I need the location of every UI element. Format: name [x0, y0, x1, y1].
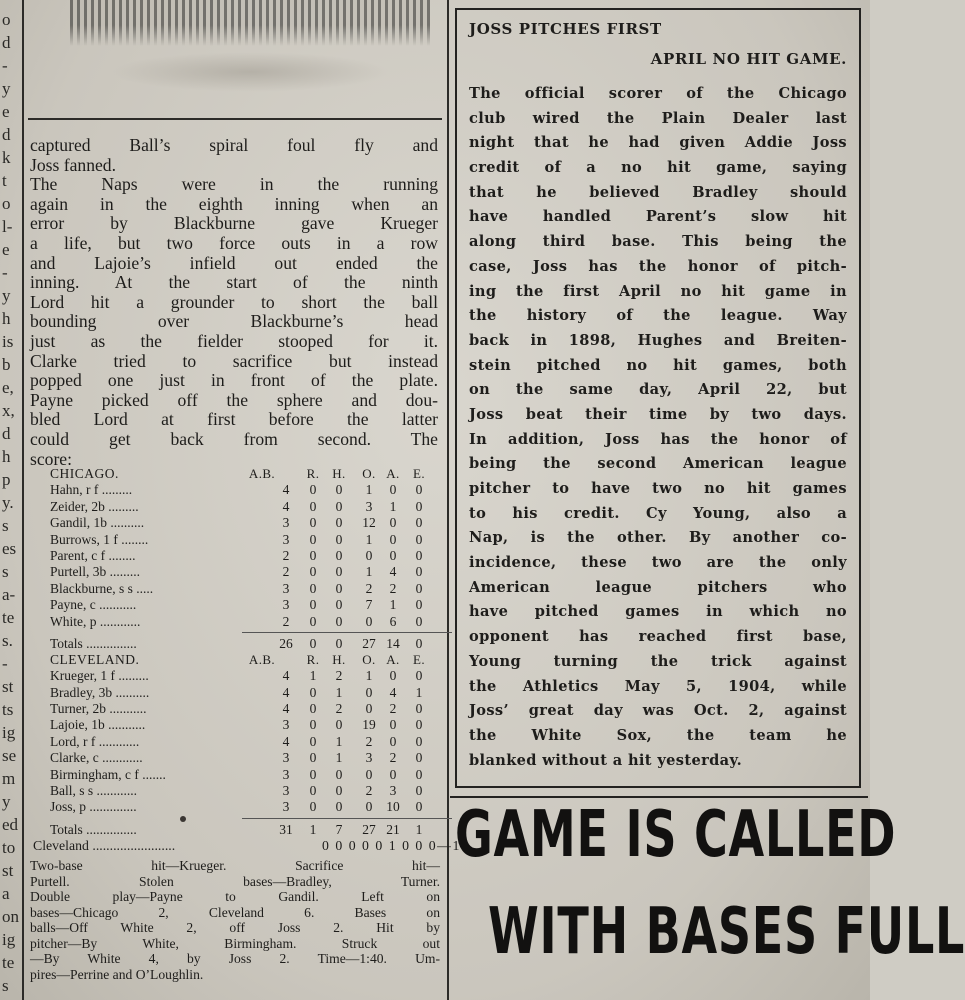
totals-stat: 1	[309, 821, 317, 837]
gutter-fragment: s	[2, 562, 9, 581]
player-stat: 0	[335, 482, 343, 498]
player-stat: 0	[389, 531, 397, 547]
gutter-fragment: l-	[2, 217, 13, 236]
player-stat: 2	[365, 733, 373, 749]
totals-stat: 21	[386, 821, 400, 837]
player-stat: 2	[365, 783, 373, 799]
gutter-fragment: ig	[2, 723, 16, 742]
team-name: CLEVELAND.	[50, 651, 140, 667]
faded-caption	[110, 52, 390, 92]
player-row	[30, 701, 442, 717]
sidebar-line: being the second American league	[469, 455, 847, 473]
summary-line: bases—Chicago 2, Cleveland 6. Bases on	[30, 904, 440, 920]
player-stat: 0	[415, 515, 423, 531]
column-header: A.	[386, 651, 400, 667]
player-name: Burrows, 1 f ........	[50, 531, 149, 547]
player-row	[30, 548, 442, 564]
player-stat: 2	[335, 668, 343, 684]
player-stat: 4	[282, 684, 290, 700]
sidebar-line: case, Joss has the honor of pitch-	[469, 257, 847, 275]
sidebar-line: credit of a no hit game, saying	[469, 159, 847, 177]
player-stat: 0	[415, 733, 423, 749]
player-name: Gandil, 1b ..........	[50, 515, 145, 531]
totals-stat: 26	[279, 635, 293, 651]
sidebar-line: pitcher to have two no hit games	[469, 480, 847, 497]
player-row	[30, 734, 442, 750]
player-name: Birmingham, c f .......	[50, 766, 166, 782]
player-stat: 3	[282, 750, 290, 766]
gutter-fragment: -	[2, 654, 8, 673]
player-stat: 1	[415, 684, 423, 700]
gutter-fragment: d	[2, 424, 11, 443]
sidebar-kicker-2: APRIL NO HIT GAME.	[650, 50, 847, 68]
summary-line: pires—Perrine and O’Loughlin.	[30, 966, 204, 982]
player-stat: 2	[389, 701, 397, 717]
story-line: bounding over Blackburne’s head	[30, 311, 438, 332]
sidebar-line: Joss’ great day was Oct. 2, against	[469, 702, 847, 720]
player-stat: 0	[309, 564, 317, 580]
summary-line: Purtell. Stolen bases—Bradley, Turner.	[30, 873, 440, 889]
gutter-fragment: st	[2, 861, 14, 880]
player-stat: 0	[309, 613, 317, 629]
player-stat: 0	[335, 717, 343, 733]
column-header: O.	[362, 466, 376, 481]
player-stat: 0	[389, 515, 397, 531]
player-stat: 3	[282, 580, 290, 596]
player-row	[30, 499, 442, 515]
player-stat: 2	[335, 701, 343, 717]
player-row	[30, 668, 442, 684]
totals-label: Totals ...............	[50, 821, 137, 837]
player-stat: 0	[309, 701, 317, 717]
totals-divider	[242, 818, 452, 819]
player-stat: 0	[389, 766, 397, 782]
sidebar-line: Nap, is the other. By another co-	[469, 529, 847, 547]
player-stat: 0	[335, 498, 343, 514]
player-stat: 0	[309, 547, 317, 563]
player-stat: 4	[282, 498, 290, 514]
gutter-fragment: to	[2, 838, 16, 857]
player-stat: 2	[365, 580, 373, 596]
player-name: Zeider, 2b .........	[50, 498, 139, 514]
story-line: could get back from second. The	[30, 428, 438, 449]
player-stat: 1	[365, 564, 373, 580]
column-header: A.B.	[248, 651, 276, 667]
player-stat: 0	[389, 547, 397, 563]
sidebar-line: to his credit. Cy Young, also a	[469, 504, 847, 522]
player-stat: 3	[282, 783, 290, 799]
gutter-fragment: es	[2, 539, 17, 558]
player-stat: 3	[282, 515, 290, 531]
totals-stat: 14	[386, 635, 400, 651]
player-stat: 1	[389, 597, 397, 613]
player-stat: 0	[309, 531, 317, 547]
player-stat: 0	[335, 613, 343, 629]
totals-divider	[242, 632, 452, 633]
player-stat: 0	[309, 580, 317, 596]
player-name: Krueger, 1 f .........	[50, 668, 149, 684]
sidebar-line: Joss beat their time by two days.	[469, 405, 847, 423]
story-line: score:	[30, 448, 73, 469]
player-stat: 3	[282, 717, 290, 733]
halftone-photo-fragment	[70, 0, 430, 46]
player-stat: 0	[365, 684, 373, 700]
column-header: A.B.	[248, 466, 276, 481]
player-stat: 4	[282, 668, 290, 684]
summary-line: Double play—Payne to Gandil. Left on	[30, 889, 440, 904]
sidebar-line: that he believed Bradley should	[469, 183, 847, 201]
player-stat: 1	[309, 668, 317, 684]
player-stat: 7	[365, 597, 373, 613]
gutter-fragment: d	[2, 125, 11, 144]
sidebar-article-body	[469, 82, 847, 773]
totals-row	[30, 630, 442, 652]
box-score-header	[30, 652, 442, 668]
player-stat: 12	[362, 515, 376, 531]
gutter-fragment: o	[2, 194, 11, 213]
story-line: and Lajoie’s infield out ended the	[30, 252, 438, 273]
player-stat: 3	[282, 597, 290, 613]
game-story	[30, 136, 438, 469]
column-header: O.	[362, 651, 376, 667]
player-stat: 0	[309, 515, 317, 531]
story-line: Joss fanned.	[30, 154, 117, 175]
gutter-fragment: te	[2, 608, 15, 627]
player-stat: 0	[389, 717, 397, 733]
player-stat: 4	[389, 564, 397, 580]
gutter-fragment: a-	[2, 585, 16, 604]
gutter-fragment: o	[2, 10, 11, 29]
player-stat: 0	[415, 531, 423, 547]
story-line: Clarke tried to sacrifice but instead	[30, 350, 438, 371]
player-name: Hahn, r f .........	[50, 482, 133, 498]
player-stat: 3	[365, 750, 373, 766]
ink-spot	[180, 816, 186, 822]
gutter-fragment: y	[2, 79, 11, 98]
player-stat: 4	[282, 701, 290, 717]
player-stat: 0	[415, 482, 423, 498]
gutter-fragment: s.	[2, 631, 13, 650]
player-stat: 1	[365, 482, 373, 498]
player-stat: 2	[389, 750, 397, 766]
sidebar-line: In addition, Joss has the honor of	[469, 430, 847, 448]
sidebar-line: have handled Parent’s slow hit	[469, 208, 847, 226]
sidebar-line: the history of the league. Way	[469, 307, 847, 325]
player-row	[30, 532, 442, 548]
player-stat: 0	[365, 547, 373, 563]
gutter-fragment: -	[2, 263, 8, 282]
story-line: just as the fielder stooped for it.	[30, 330, 438, 351]
gutter-fragment: ig	[2, 930, 16, 949]
player-row	[30, 767, 442, 783]
headline-line-1: GAME IS CALLED	[455, 798, 897, 872]
player-stat: 1	[335, 684, 343, 700]
totals-stat: 27	[362, 821, 376, 837]
sidebar-line: American league pitchers who	[469, 578, 847, 596]
player-row	[30, 482, 442, 498]
gutter-fragment: d	[2, 33, 11, 52]
player-stat: 0	[415, 799, 423, 815]
player-stat: 0	[309, 799, 317, 815]
player-stat: 0	[415, 750, 423, 766]
player-stat: 0	[415, 668, 423, 684]
player-stat: 0	[365, 701, 373, 717]
gutter-fragment: st	[2, 677, 14, 696]
gutter-fragment: -	[2, 56, 8, 75]
player-stat: 2	[282, 564, 290, 580]
sidebar-line: have pitched games in which no	[469, 603, 847, 621]
gutter-fragment: se	[2, 746, 17, 765]
sidebar-line: blanked without a hit yesterday.	[469, 751, 743, 769]
sidebar-article-box	[455, 8, 861, 788]
player-row	[30, 783, 442, 799]
box-score-header	[30, 466, 442, 482]
line-score-values: 0 0 0 0 0 1 0 0 0—1	[322, 838, 461, 853]
player-stat: 0	[389, 733, 397, 749]
player-row	[30, 685, 442, 701]
player-stat: 0	[309, 766, 317, 782]
player-stat: 0	[335, 515, 343, 531]
column-header: H.	[332, 651, 346, 667]
story-line: inning. At the start of the ninth	[30, 272, 438, 293]
player-stat: 0	[335, 547, 343, 563]
player-name: Purtell, 3b .........	[50, 564, 140, 580]
player-stat: 4	[282, 482, 290, 498]
player-stat: 0	[415, 783, 423, 799]
totals-stat: 27	[362, 635, 376, 651]
player-stat: 0	[309, 597, 317, 613]
player-name: Lajoie, 1b ...........	[50, 717, 146, 733]
player-name: Joss, p ..............	[50, 799, 137, 815]
player-stat: 0	[335, 564, 343, 580]
player-name: Blackburne, s s .....	[50, 580, 154, 596]
gutter-fragment: h	[2, 309, 11, 328]
player-stat: 0	[389, 482, 397, 498]
sidebar-line: on the same day, April 22, but	[469, 381, 847, 399]
player-name: Bradley, 3b ..........	[50, 684, 150, 700]
player-name: Turner, 2b ...........	[50, 701, 147, 717]
player-stat: 3	[282, 766, 290, 782]
player-row	[30, 614, 442, 630]
player-stat: 0	[335, 597, 343, 613]
column-header: H.	[332, 466, 346, 481]
player-stat: 0	[415, 564, 423, 580]
sidebar-line: back in 1898, Hughes and Breiten-	[469, 331, 847, 349]
totals-stat: 0	[335, 635, 343, 651]
gutter-fragment: m	[2, 769, 16, 788]
summary-line: balls—Off White 2, off Joss 2. Hit by	[30, 920, 440, 935]
gutter-fragment: x,	[2, 401, 15, 420]
player-stat: 0	[335, 580, 343, 596]
totals-stat: 1	[415, 821, 423, 837]
player-row	[30, 799, 442, 815]
player-stat: 0	[335, 783, 343, 799]
sidebar-line: The official scorer of the Chicago	[469, 85, 847, 102]
player-row	[30, 581, 442, 597]
player-stat: 0	[309, 733, 317, 749]
player-stat: 0	[415, 547, 423, 563]
player-name: Payne, c ...........	[50, 597, 137, 613]
player-stat: 3	[389, 783, 397, 799]
player-name: Clarke, c ............	[50, 750, 143, 766]
story-line: popped one just in front of the plate.	[30, 370, 438, 391]
player-stat: 4	[389, 684, 397, 700]
player-stat: 2	[389, 580, 397, 596]
sidebar-line: stein pitched no hit games, both	[469, 356, 847, 374]
player-stat: 0	[309, 482, 317, 498]
player-stat: 0	[415, 597, 423, 613]
player-stat: 0	[415, 717, 423, 733]
sidebar-line: opponent has reached first base,	[469, 628, 847, 646]
player-name: Ball, s s ............	[50, 783, 138, 799]
sidebar-line: night that he had given Addie Joss	[469, 134, 847, 152]
player-name: Parent, c f ........	[50, 547, 136, 563]
sidebar-line: club wired the Plain Dealer last	[469, 109, 847, 127]
player-stat: 1	[335, 733, 343, 749]
sidebar-line: the White Sox, the team he	[469, 726, 847, 744]
player-stat: 0	[309, 717, 317, 733]
player-stat: 0	[365, 766, 373, 782]
player-stat: 10	[386, 799, 400, 815]
team-name: CHICAGO.	[50, 466, 119, 481]
sidebar-line: Young turning the trick against	[469, 652, 847, 670]
player-stat: 0	[415, 766, 423, 782]
player-stat: 0	[309, 783, 317, 799]
column-rule-left	[22, 0, 24, 1000]
story-line: The Naps were in the running	[30, 174, 438, 195]
player-stat: 0	[335, 766, 343, 782]
sidebar-line: incidence, these two are the only	[469, 554, 847, 572]
gutter-fragment: s	[2, 516, 9, 535]
totals-row	[30, 816, 442, 838]
player-stat: 1	[365, 668, 373, 684]
player-row	[30, 750, 442, 766]
player-stat: 6	[389, 613, 397, 629]
player-stat: 0	[309, 750, 317, 766]
summary-line: —By White 4, by Joss 2. Time—1:40. Um-	[30, 951, 440, 966]
story-line: Payne picked off the sphere and dou-	[30, 389, 438, 410]
summary-line: Two-base hit—Krueger. Sacrifice hit—	[30, 858, 440, 873]
player-stat: 1	[389, 498, 397, 514]
player-stat: 1	[335, 750, 343, 766]
gutter-fragment: b	[2, 355, 11, 374]
gutter-fragment: y.	[2, 493, 14, 512]
gutter-fragment: y	[2, 792, 11, 811]
gutter-fragment: s	[2, 976, 9, 995]
gutter-fragment: e	[2, 240, 10, 259]
player-stat: 0	[415, 613, 423, 629]
player-row	[30, 564, 442, 580]
sidebar-line: the Athletics May 5, 1904, while	[469, 677, 847, 695]
player-stat: 0	[415, 580, 423, 596]
totals-stat: 7	[335, 821, 343, 837]
story-line: bled Lord at first before the latter	[30, 409, 438, 430]
line-score-label: Cleveland ........................	[33, 838, 176, 853]
gutter-fragment: e,	[2, 378, 14, 397]
player-stat: 0	[335, 799, 343, 815]
gutter-fragment: ed	[2, 815, 19, 834]
gutter-fragment: is	[2, 332, 14, 351]
summary-line: pitcher—By White, Birmingham. Struck out	[30, 935, 440, 951]
headline-line-2: WITH BASES FULL	[488, 895, 965, 969]
box-score	[30, 466, 442, 838]
column-header: A.	[386, 466, 400, 481]
game-summary	[30, 858, 440, 982]
gutter-fragment: p	[2, 470, 11, 489]
column-header: E.	[413, 651, 425, 667]
player-stat: 2	[282, 547, 290, 563]
gutter-fragment: a	[2, 884, 10, 903]
player-stat: 0	[309, 684, 317, 700]
gutter-fragment: y	[2, 286, 11, 305]
sidebar-line: along third base. This being the	[469, 233, 847, 251]
sidebar-line: ing the first April no hit game in	[469, 282, 847, 300]
gutter-fragment: on	[2, 907, 19, 926]
section-rule	[28, 118, 442, 120]
story-line: Lord hit a grounder to short the ball	[30, 291, 438, 312]
totals-stat: 31	[279, 821, 293, 837]
column-header: R.	[306, 651, 320, 667]
story-line: a life, but two force outs in a row	[30, 232, 438, 253]
player-stat: 3	[282, 531, 290, 547]
story-line: error by Blackburne gave Krueger	[30, 213, 438, 234]
player-name: White, p ............	[50, 613, 141, 629]
gutter-fragment: te	[2, 953, 15, 972]
sidebar-kicker-1: JOSS PITCHES FIRST	[469, 20, 662, 38]
story-line: again in the eighth inning when an	[30, 193, 438, 214]
gutter-fragment: k	[2, 148, 11, 167]
column-header: E.	[413, 466, 425, 481]
player-stat: 3	[282, 799, 290, 815]
totals-label: Totals ...............	[50, 635, 137, 651]
gutter-fragment: ts	[2, 700, 14, 719]
player-stat: 0	[389, 668, 397, 684]
player-stat: 0	[365, 799, 373, 815]
story-line: captured Ball’s spiral foul fly and	[30, 135, 438, 155]
player-row	[30, 597, 442, 613]
totals-stat: 0	[309, 635, 317, 651]
column-header: R.	[306, 466, 320, 481]
player-name: Lord, r f ............	[50, 733, 140, 749]
player-stat: 3	[365, 498, 373, 514]
gutter-fragment: h	[2, 447, 11, 466]
player-stat: 0	[309, 498, 317, 514]
player-stat: 19	[362, 717, 376, 733]
totals-stat: 0	[415, 635, 423, 651]
player-stat: 2	[282, 613, 290, 629]
player-stat: 4	[282, 733, 290, 749]
player-stat: 0	[335, 531, 343, 547]
player-row	[30, 717, 442, 733]
player-stat: 1	[365, 531, 373, 547]
player-row	[30, 515, 442, 531]
player-stat: 0	[415, 498, 423, 514]
previous-column-fragments	[0, 0, 22, 1000]
player-stat: 0	[415, 701, 423, 717]
player-stat: 0	[365, 613, 373, 629]
gutter-fragment: t	[2, 171, 7, 190]
gutter-fragment: e	[2, 102, 10, 121]
